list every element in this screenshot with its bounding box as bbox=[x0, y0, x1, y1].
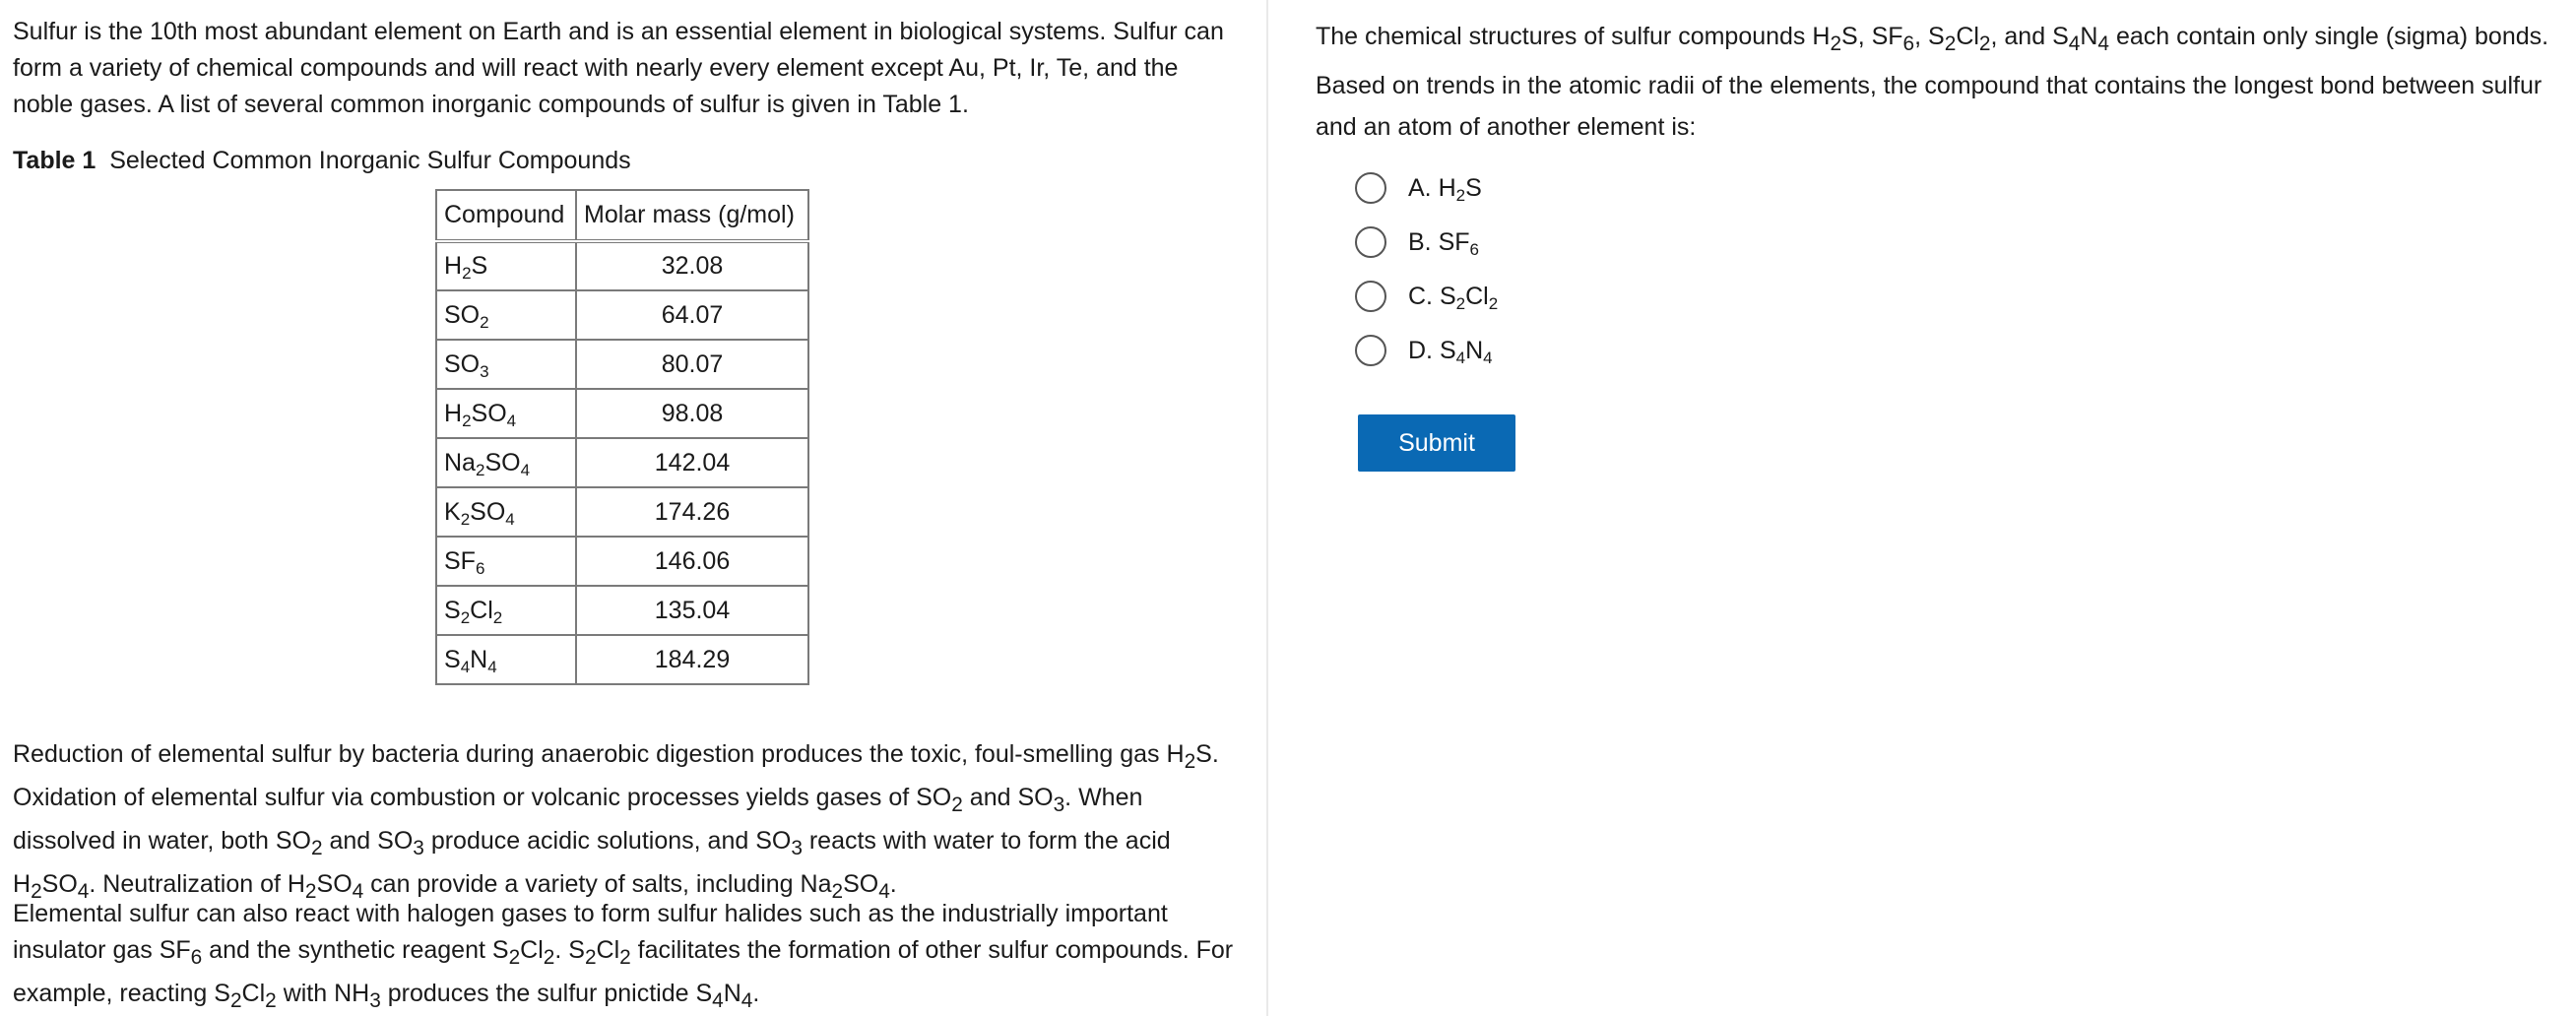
formula-text: H bbox=[1438, 173, 1456, 202]
intro-paragraph: Sulfur is the 10th most abundant element on Earth and is an essential element in biological systems. Sulfur can form a variety of chemical compounds and will react with nearly every element except Au, Pt, Ir, Te, and the noble gases. A list of several common inorganic compounds of sulfur is given in Table 1. bbox=[13, 18, 1224, 118]
formula-text: S bbox=[1465, 173, 1482, 202]
cell-molar-mass: 98.08 bbox=[576, 389, 808, 438]
formula-subscript: 2 bbox=[492, 607, 503, 627]
para2-text: H bbox=[1166, 740, 1185, 768]
radio-button[interactable] bbox=[1355, 172, 1386, 204]
para2-text: Reduction of elemental sulfur by bacteria during anaerobic digestion produces the toxic, foul-smelling gas bbox=[13, 740, 1167, 768]
paragraph-reduction bbox=[13, 736, 1234, 910]
answer-choice[interactable] bbox=[1355, 277, 1498, 316]
para2-subscript: 4 bbox=[77, 880, 90, 903]
formula-text: Cl bbox=[1465, 282, 1489, 310]
stem-subscript: 2 bbox=[1978, 32, 1991, 55]
stem-text: N bbox=[2080, 23, 2098, 50]
cell-molar-mass: 146.06 bbox=[576, 537, 808, 586]
compound-formula bbox=[444, 448, 531, 479]
stem-text: S, SF bbox=[1841, 23, 1903, 50]
para2-subscript: 3 bbox=[413, 837, 424, 859]
para3-subscript: 3 bbox=[369, 989, 381, 1012]
para2-subscript: 2 bbox=[310, 837, 323, 859]
formula-text: SF bbox=[1438, 227, 1470, 256]
para3-subscript: 4 bbox=[741, 989, 753, 1012]
header-molar-mass: Molar mass (g/mol) bbox=[576, 190, 808, 241]
choice-formula bbox=[1439, 282, 1499, 313]
formula-subscript: 2 bbox=[460, 509, 471, 529]
para2-subscript: 4 bbox=[878, 880, 890, 903]
formula-text: S bbox=[444, 645, 461, 673]
radio-button[interactable] bbox=[1355, 335, 1386, 366]
table-body bbox=[436, 241, 808, 684]
stem-subscript: 6 bbox=[1902, 32, 1915, 55]
cell-compound bbox=[436, 487, 576, 537]
compound-formula bbox=[444, 645, 497, 676]
para3-text: Elemental sulfur can also react with halogen gases to form sulfur halides such as the industrially important insulator gas SF bbox=[13, 900, 1168, 964]
choice-formula bbox=[1439, 336, 1493, 367]
cell-molar-mass: 32.08 bbox=[576, 241, 808, 290]
choice-letter: A. bbox=[1408, 173, 1439, 202]
choice-label bbox=[1408, 228, 1479, 257]
formula-subscript: 2 bbox=[462, 411, 472, 430]
para2-subscript: 4 bbox=[352, 880, 364, 903]
formula-text: H bbox=[444, 399, 463, 427]
cell-compound bbox=[436, 537, 576, 586]
table-title: Selected Common Inorganic Sulfur Compounds bbox=[109, 147, 631, 174]
para3-text: Cl bbox=[596, 936, 620, 964]
para2-subscript: 3 bbox=[1053, 794, 1065, 816]
formula-subscript: 4 bbox=[520, 460, 531, 479]
radio-button[interactable] bbox=[1355, 281, 1386, 312]
formula-text: SO bbox=[471, 399, 507, 427]
formula-text: H bbox=[444, 252, 463, 280]
formula-text: S bbox=[471, 252, 488, 280]
para3-text: . S bbox=[554, 936, 585, 964]
para3-subscript: 2 bbox=[584, 946, 597, 969]
para2-text: SO bbox=[316, 870, 353, 898]
para2-text: S. Oxidation of elemental sulfur via combustion or volcanic processes yields gases of SO bbox=[13, 740, 1219, 811]
formula-subscript: 2 bbox=[1455, 185, 1466, 205]
formula-subscript: 3 bbox=[480, 361, 489, 381]
cell-compound bbox=[436, 635, 576, 684]
table-row bbox=[436, 389, 808, 438]
choice-label bbox=[1408, 283, 1498, 311]
table-row bbox=[436, 586, 808, 635]
stem-text: , and S bbox=[1990, 23, 2069, 50]
cell-compound bbox=[436, 389, 576, 438]
choice-formula bbox=[1438, 173, 1482, 205]
para3-text: N bbox=[723, 980, 741, 1007]
choice-formula bbox=[1438, 227, 1479, 259]
compound-formula bbox=[444, 399, 517, 430]
formula-text: SF bbox=[444, 546, 476, 575]
formula-text: SO bbox=[444, 349, 481, 378]
formula-subscript: 4 bbox=[1455, 348, 1466, 367]
answer-choice[interactable] bbox=[1355, 168, 1482, 208]
para2-subscript: 2 bbox=[951, 794, 963, 816]
para2-subscript: 3 bbox=[791, 837, 803, 859]
table-row bbox=[436, 241, 808, 290]
compound-formula bbox=[444, 546, 485, 578]
para3-subscript: 2 bbox=[265, 989, 277, 1012]
table-row bbox=[436, 635, 808, 684]
formula-text: SO bbox=[444, 300, 481, 329]
table-header-row bbox=[436, 190, 808, 241]
cell-compound bbox=[436, 290, 576, 340]
table-row bbox=[436, 340, 808, 389]
cell-molar-mass: 64.07 bbox=[576, 290, 808, 340]
para2-text: and SO bbox=[962, 784, 1054, 811]
table-row bbox=[436, 438, 808, 487]
para2-text: produce acidic solutions, and SO bbox=[423, 827, 792, 855]
stem-subscript: 4 bbox=[2068, 32, 2081, 55]
stem-subscript: 2 bbox=[1830, 32, 1842, 55]
para3-text: produces the sulfur pnictide S bbox=[380, 980, 713, 1007]
paragraph-halides bbox=[13, 896, 1234, 1016]
choice-letter: C. bbox=[1408, 282, 1440, 310]
formula-subscript: 2 bbox=[480, 312, 489, 332]
formula-subscript: 2 bbox=[1488, 293, 1499, 313]
formula-subscript: 4 bbox=[460, 657, 471, 676]
formula-text: N bbox=[470, 645, 488, 673]
compound-formula bbox=[444, 349, 489, 381]
para2-subscript: 2 bbox=[1184, 750, 1196, 773]
answer-choice[interactable] bbox=[1355, 222, 1479, 262]
formula-subscript: 4 bbox=[1483, 348, 1493, 367]
para2-text: SO bbox=[843, 870, 879, 898]
stem-text: Cl bbox=[1956, 23, 1979, 50]
cell-molar-mass: 174.26 bbox=[576, 487, 808, 537]
para3-subscript: 2 bbox=[229, 989, 242, 1012]
table-caption bbox=[13, 145, 1266, 176]
cell-molar-mass: 142.04 bbox=[576, 438, 808, 487]
compound-formula bbox=[444, 497, 515, 529]
formula-subscript: 4 bbox=[506, 411, 517, 430]
para3-subscript: 4 bbox=[712, 989, 724, 1012]
formula-text: Na bbox=[444, 448, 476, 476]
para2-text: . Neutralization of H bbox=[89, 870, 305, 898]
formula-subscript: 6 bbox=[1469, 239, 1479, 259]
para3-subscript: 2 bbox=[508, 946, 521, 969]
formula-text: Cl bbox=[470, 596, 493, 624]
stem-subscript: 2 bbox=[1944, 32, 1957, 55]
cell-molar-mass: 184.29 bbox=[576, 635, 808, 684]
formula-subscript: 4 bbox=[505, 509, 515, 529]
formula-text: S bbox=[444, 596, 461, 624]
stem-text: The chemical structures of sulfur compounds H bbox=[1316, 23, 1831, 50]
table-label: Table 1 bbox=[13, 147, 97, 174]
formula-text: SO bbox=[470, 497, 506, 526]
formula-subscript: 2 bbox=[462, 264, 472, 283]
formula-subscript: 4 bbox=[487, 657, 497, 676]
table-row bbox=[436, 537, 808, 586]
para3-text: facilitates the formation of other sulfur compounds. For example, reacting S bbox=[13, 936, 1234, 1007]
choice-letter: D. bbox=[1408, 336, 1440, 364]
compound-formula bbox=[444, 300, 489, 332]
cell-compound bbox=[436, 586, 576, 635]
formula-text: K bbox=[444, 497, 461, 526]
para2-text: . bbox=[889, 870, 897, 898]
para2-text: reacts with water to form the acid H bbox=[13, 827, 1171, 898]
header-compound: Compound bbox=[436, 190, 576, 241]
formula-subscript: 2 bbox=[460, 607, 471, 627]
para2-subscript: 2 bbox=[831, 880, 844, 903]
para2-text: can provide a variety of salts, including Na bbox=[363, 870, 832, 898]
submit-button[interactable]: Submit bbox=[1358, 414, 1515, 472]
radio-button[interactable] bbox=[1355, 226, 1386, 258]
table-row bbox=[436, 487, 808, 537]
para2-text: SO bbox=[41, 870, 78, 898]
para3-text: . bbox=[752, 980, 760, 1007]
para3-text: and the synthetic reagent S bbox=[202, 936, 509, 964]
para3-text: Cl bbox=[241, 980, 266, 1007]
cell-molar-mass: 80.07 bbox=[576, 340, 808, 389]
pane-divider bbox=[1266, 0, 1268, 1016]
formula-subscript: 2 bbox=[1455, 293, 1466, 313]
para3-text: with NH bbox=[276, 980, 370, 1007]
choice-label bbox=[1408, 337, 1493, 365]
compound-formula bbox=[444, 596, 503, 627]
para2-subscript: 2 bbox=[31, 880, 42, 903]
cell-compound bbox=[436, 438, 576, 487]
choice-label bbox=[1408, 174, 1482, 203]
compound-formula bbox=[444, 252, 488, 283]
question-pane bbox=[1316, 0, 2576, 1016]
para3-subscript: 2 bbox=[543, 946, 555, 969]
formula-subscript: 2 bbox=[475, 460, 485, 479]
para3-subscript: 2 bbox=[619, 946, 631, 969]
formula-text: S bbox=[1439, 336, 1456, 364]
cell-compound bbox=[436, 340, 576, 389]
para2-subscript: 2 bbox=[304, 880, 317, 903]
answer-choice[interactable] bbox=[1355, 331, 1493, 370]
stem-text: each contain only single (sigma) bonds. Based on trends in the atomic radii of the elements, the compound that contains the longest bond between sulfur and an atom of another element is: bbox=[1316, 23, 2549, 141]
para3-text: Cl bbox=[520, 936, 544, 964]
formula-subscript: 6 bbox=[475, 558, 485, 578]
para3-subscript: 6 bbox=[190, 946, 203, 969]
para2-text: and SO bbox=[322, 827, 414, 855]
formula-text: S bbox=[1439, 282, 1456, 310]
stem-text: , S bbox=[1914, 23, 1945, 50]
cell-molar-mass: 135.04 bbox=[576, 586, 808, 635]
formula-text: N bbox=[1465, 336, 1484, 364]
formula-text: SO bbox=[484, 448, 521, 476]
table-row bbox=[436, 290, 808, 340]
question-stem bbox=[1316, 16, 2576, 148]
stem-subscript: 4 bbox=[2097, 32, 2109, 55]
cell-compound bbox=[436, 241, 576, 290]
choice-letter: B. bbox=[1408, 227, 1439, 256]
compounds-table bbox=[435, 189, 809, 685]
para2-text: . When dissolved in water, both SO bbox=[13, 784, 1143, 855]
